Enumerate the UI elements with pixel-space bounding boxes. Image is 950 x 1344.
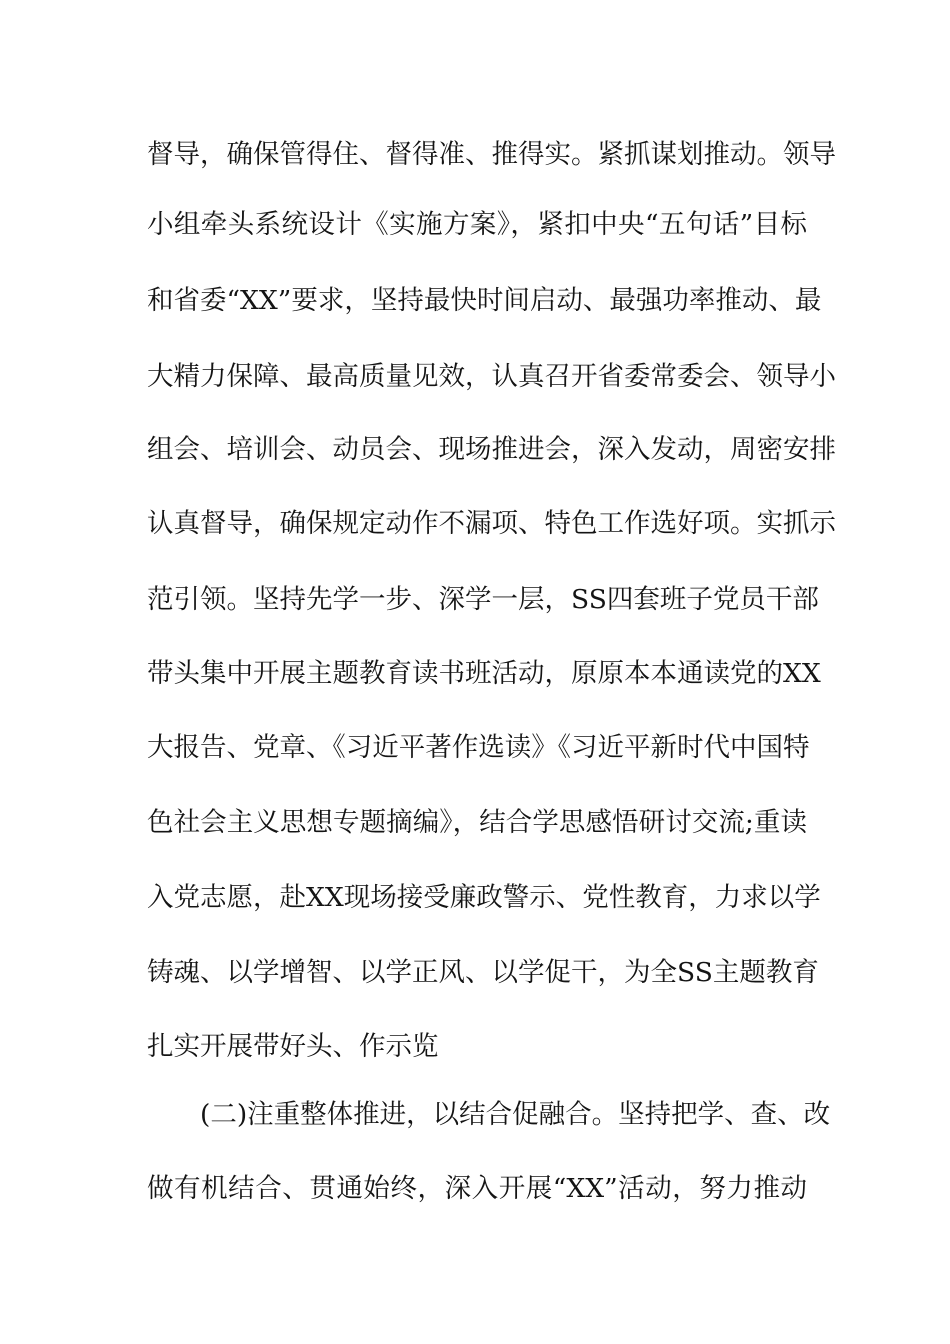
text-line: 认真督导，确保规定动作不漏项、特色工作选好项。实抓示 xyxy=(147,508,836,539)
text-line: 做有机结合、贯通始终，深入开展“XX”活动，努力推动 xyxy=(147,1173,807,1204)
text-line: 组会、培训会、动员会、现场推进会，深入发动，周密安排 xyxy=(147,434,836,465)
text-line: 色社会主义思想专题摘编》，结合学思感悟研讨交流;重读 xyxy=(147,807,807,838)
text-line: 和省委“XX”要求，坚持最快时间启动、最强功率推动、最 xyxy=(147,285,822,316)
text-line: 铸魂、以学增智、以学正风、以学促干，为全SS主题教育 xyxy=(147,957,819,988)
text-line: 扎实开展带好头、作示览 xyxy=(147,1031,439,1062)
text-line: 大精力保障、最高质量见效，认真召开省委常委会、领导小 xyxy=(147,361,836,392)
text-line: 大报告、党章、《习近平著作选读》《习近平新时代中国特 xyxy=(147,732,810,763)
text-line: 督导，确保管得住、督得准、推得实。紧抓谋划推动。领导 xyxy=(147,139,836,170)
text-line: 小组牵头系统设计《实施方案》，紧扣中央“五句话”目标 xyxy=(147,209,807,240)
section-heading-line: (二)注重整体推进，以结合促融合。坚持把学、查、改 xyxy=(200,1099,831,1130)
text-line: 带头集中开展主题教育读书班活动，原原本本通读党的XX xyxy=(147,658,821,689)
text-line: 范引领。坚持先学一步、深学一层，SS四套班子党员干部 xyxy=(147,584,819,615)
text-line: 入党志愿，赴XX现场接受廉政警示、党性教育，力求以学 xyxy=(147,882,821,913)
